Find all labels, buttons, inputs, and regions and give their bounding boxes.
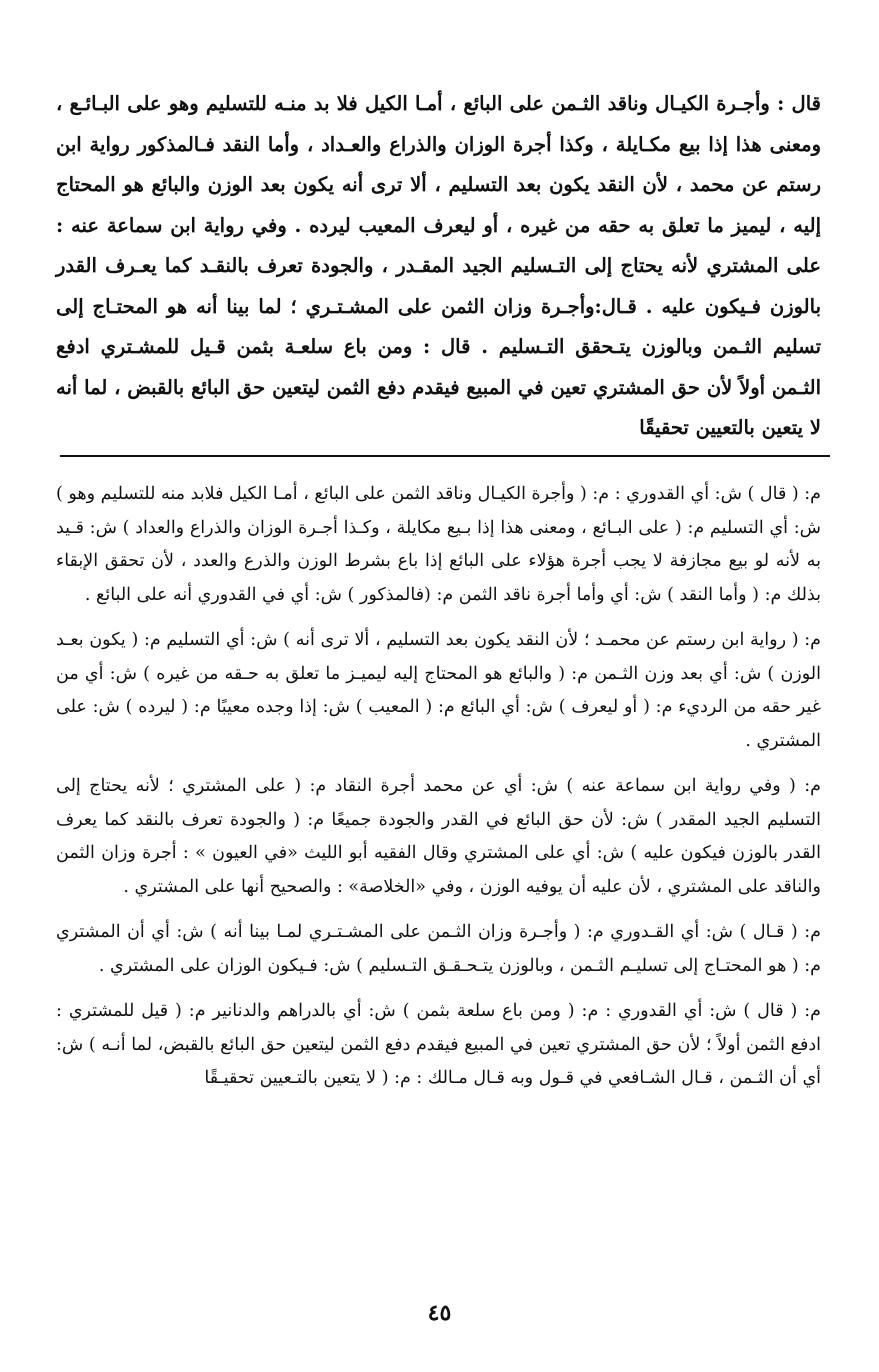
commentary-paragraph-5: م: ( قال ) ش: أي القدوري : م: ( ومن باع سلعة بثمن ) ش: أي بالدراهم والدنانير م: ( قيل للمشتري : ادفع الثمن أولاً ؛ لأن حق المشتري تعين في المبيع فيقدم دفع الثمن ليتعين حق البائع بالقبض، لما أنـه ) ش: أي أن الثـمن ، قـال الشـافعي في قـول وبه قـال مـالك : م: ( لا يتعين بالتـعيين تحقيـقًا — [56, 1001, 821, 1088]
commentary-paragraph-4: م: ( قـال ) ش: أي القـدوري م: ( وأجـرة وزان الثـمن على المشـتـري لمـا بينا أنه ) ش: أي أن المشتري م: ( هو المحتـاج إلى تسليـم الثـمن ، وبالوزن يتـحـقـق التـسليم ) ش: فـيكون الوزان على المشتري . — [56, 922, 821, 976]
commentary-block — [56, 478, 821, 1108]
section-divider — [60, 455, 830, 457]
main-text-paragraph: قال : وأجـرة الكيـال وناقد الثـمن على البائع ، أمـا الكيل فلا بد منـه للتسليم وهو على البـائـع ، ومعنى هذا إذا بيع مكـايلة ، وكذا أجرة الوزان والذراع والعـداد ، وأما النقد فـالمذكور رواية ابن رستم عن محمد ، لأن النقد يكون بعد التسليم ، ألا ترى أنه يكون بعد الوزن والبائع هو المحتاج إليه ، ليميز ما تعلق به حقه من غيره ، أو ليعرف المعيب ليرده . وفي رواية ابن سماعة عنه : على المشتري لأنه يحتاج إلى التـسليم الجيد المقـدر ، والجودة تعرف بالنقـد كما يعـرف القدر بالوزن فـيكون عليه . قـال:وأجـرة وزان الثمن على المشـتـري ؛ لما بينا أنه هو المحتـاج إلى تسليم الثـمن وبالوزن يتـحقق التـسليم . قال : ومن باع سلعـة بثمن قـيل للمشـتري ادفع الثـمن أولاً لأن حق المشتري تعين في المبيع فيقدم دفع الثمن ليتعين حق البائع بالقبض ، لما أنه لا يتعين بالتعيين تحقيقًا — [56, 92, 821, 439]
commentary-paragraph-3: م: ( وفي رواية ابن سماعة عنه ) ش: أي عن محمد أجرة النقاد م: ( على المشتري ؛ لأنه يحتاج إلى التسليم الجيد المقدر ) ش: لأن حق البائع في القدر والجودة جميعًا م: ( والجودة تعرف بالنقد كما يعرف القدر بالوزن فيكون عليه ) ش: أي على المشتري وقال الفقيه أبو الليث «في العيون » : أجرة وزان الثمن والناقد على المشتري ، لأن عليه أن يوفيه الوزن ، وفي «الخلاصة» : والصحيح أنها على المشتري . — [56, 776, 821, 897]
page-number: ٤٥ — [427, 1300, 452, 1326]
commentary-paragraph-1: م: ( قال ) ش: أي القدوري : م: ( وأجرة الكيـال وناقد الثمن على البائع ، أمـا الكيل فلابد منه للتسليم وهو ) ش: أي التسليم م: ( على البـائع ، ومعنى هذا إذا بـيع مكايلة ، وكـذا أجـرة الوزان والذراع والعداد ) ش: قـيد به لأنه لو بيع مجازفة لا يجب أجرة هؤلاء على البائع إذا باع بشرط الوزن والذرع والعدد ، لأن تحقق الإبقاء بذلك م: ( وأما النقد ) ش: أي وأما أجرة ناقد الثمن م: (فالمذكور ) ش: أي في القدوري أنه على البائع . — [56, 484, 821, 605]
commentary-paragraph-2: م: ( رواية ابن رستم عن محمـد ؛ لأن النقد يكون بعد التسليم ، ألا ترى أنه ) ش: أي التسليم م: ( يكون بعـد الوزن ) ش: أي بعد وزن الثـمن م: ( والبائع هو المحتاج إليه ليميـز ما تعلق به حـقه من غيره ) ش: أي من غير حقه من الرديء م: ( أو ليعرف ) ش: أي البائع م: ( المعيب ) ش: إذا وجده معيبًا م: ( ليرده ) ش: على المشتري . — [56, 630, 821, 751]
main-text-block — [56, 84, 821, 449]
